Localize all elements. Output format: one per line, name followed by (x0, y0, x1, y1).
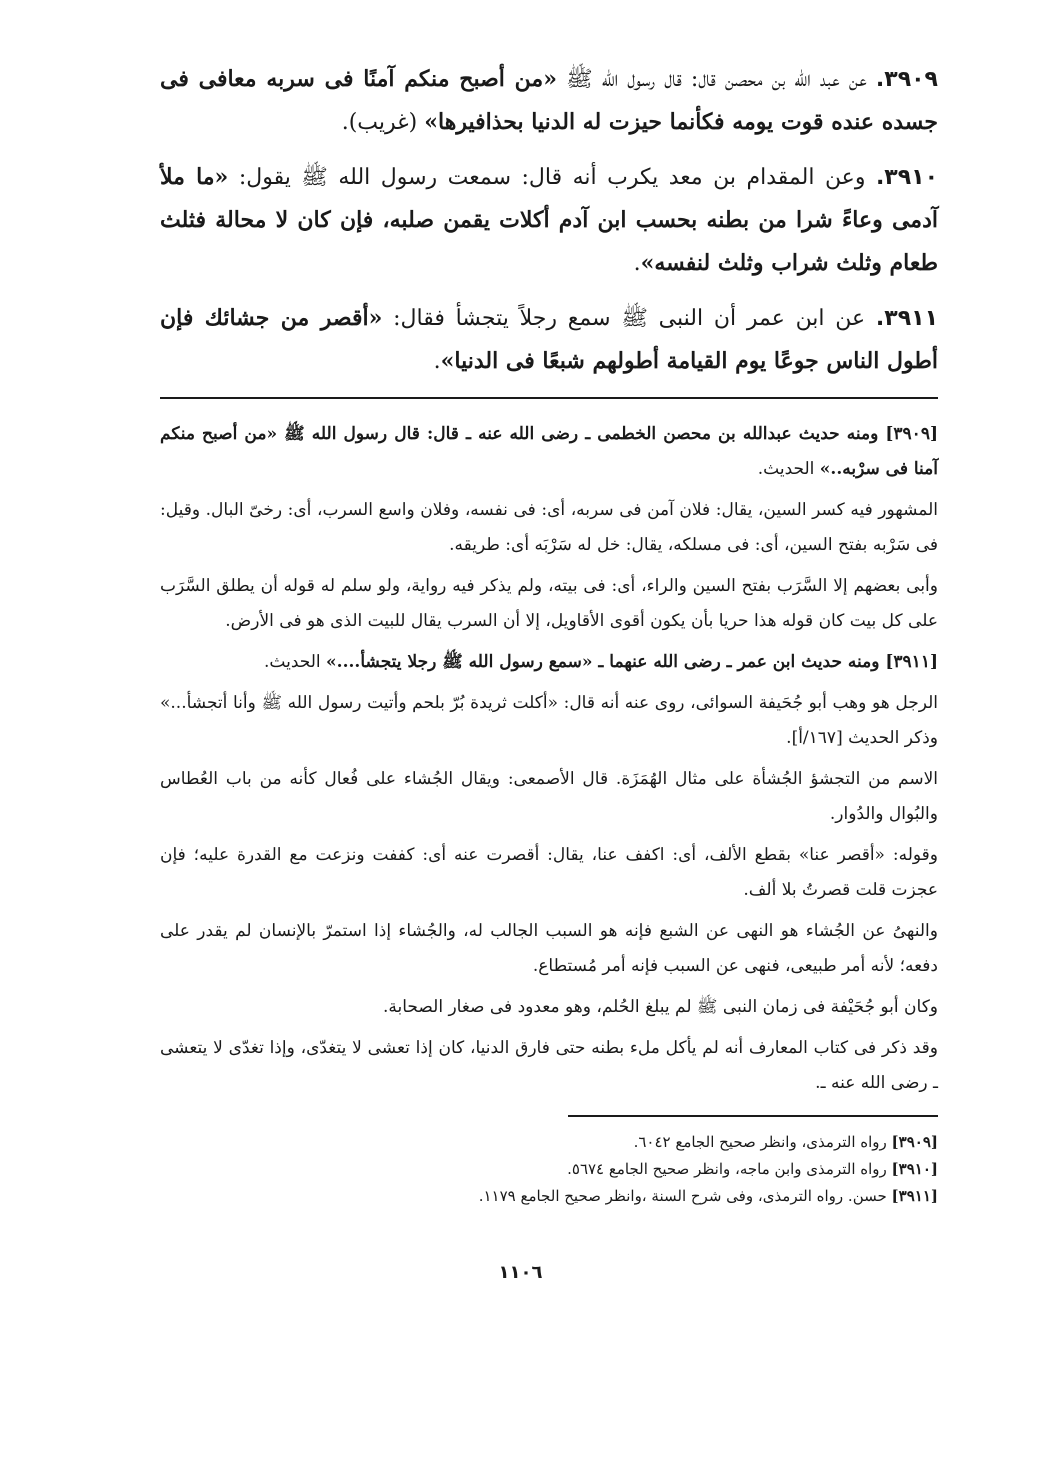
footnote (160, 1129, 938, 1156)
commentary-text: الحديث. (757, 459, 820, 479)
hadith-3909 (160, 58, 938, 144)
commentary-paragraph (160, 990, 938, 1025)
commentary-paragraph (160, 1031, 938, 1101)
hadith-number: ٣٩١٠. (875, 165, 939, 190)
commentary-text: وقوله: «أقصر عنا» بقطع الألف، أى: اكفف عنا، يقال: أقصرت عنه أى: كففت ونزعت مع القدرة عليه؛ فإن عجزت قلت قصرتُ بلا ألف. (160, 845, 938, 900)
footnotes-section (160, 1129, 938, 1210)
footnote-ref: [٣٩٠٩] (891, 1133, 938, 1151)
page-number: ١١٠٦ (498, 1262, 543, 1283)
commentary-section (160, 417, 938, 1101)
commentary-paragraph (160, 493, 938, 563)
commentary-paragraph (160, 686, 938, 756)
commentary-text: المشهور فيه كسر السين، يقال: فلان آمن فى سربه، أى: فى نفسه، وفلان واسع السرب، أى: رخىّ البال. وقيل: فى سَرْبه بفتح السين، أى: فى مسلكه، يقال: خل له سَرْبَه أى: طريقه. (160, 500, 938, 555)
commentary-text: الحديث. (264, 652, 327, 672)
commentary-text: الرجل هو وهب أبو جُحَيفة السوائى، روى عنه أنه قال: «أكلت ثريدة بُرّ بلحم وأتيت رسول الله ﷺ وأنا أتجشأ...» وذكر الحديث [١٦٧/أ]. (160, 693, 938, 748)
hadith-grade: . (433, 349, 441, 374)
section-divider (160, 397, 938, 399)
hadith-intro: وعن المقدام بن معد يكرب أنه قال: سمعت رسول الله ﷺ يقول: (238, 165, 866, 190)
hadith-quote: «أقصر من جشائك فإن أطول الناس جوعًا يوم القيامة أطولهم شبعًا فى الدنيا» (160, 305, 938, 374)
commentary-heading: [٣٩١١] ومنه حديث ابن عمر ـ رضى الله عنهما ـ «سمع رسول الله ﷺ رجلا يتجشأ....» (326, 652, 938, 672)
page-content (160, 58, 938, 1210)
commentary-text: وأبى بعضهم إلا السَّرَب بفتح السين والراء، أى: فى بيته، ولم يذكر فيه رواية، ولو سلم له قوله أن يطلق السَّرَب على كل بيت كان قوله هذا حريا بأن يكون أقوى الأقاويل، إلا أن السرب يقال للبيت الذى هو فى الأرض. (160, 576, 938, 631)
commentary-text: وكان أبو جُحَيْفة فى زمان النبى ﷺ لم يبلغ الحُلم، وهو معدود فى صغار الصحابة. (383, 997, 938, 1017)
footnote-ref: [٣٩١١] (891, 1187, 938, 1205)
footnote-text: حسن. رواه الترمذى، وفى شرح السنة ،وانظر صحيح الجامع ١١٧٩. (478, 1187, 892, 1205)
hadith-3911 (160, 297, 938, 383)
commentary-paragraph (160, 569, 938, 639)
commentary-text: وقد ذكر فى كتاب المعارف أنه لم يأكل ملء بطنه حتى فارق الدنيا، كان إذا تعشى لا يتغدّى، وإذا تغدّى لا يتعشى ـ رضى الله عنه ـ. (160, 1038, 938, 1093)
hadith-number: ٣٩١١. (875, 306, 938, 331)
footnote-ref: [٣٩١٠] (891, 1160, 938, 1178)
footnote-divider (568, 1115, 938, 1117)
footnote-text: رواه الترمذى، وانظر صحيح الجامع ٦٠٤٢. (633, 1133, 892, 1151)
hadith-number: ٣٩٠٩. (875, 67, 938, 92)
commentary-paragraph (160, 838, 938, 908)
commentary-paragraph (160, 417, 938, 487)
hadith-quote: «من أصبح منكم آمنًا فى سربه معافى فى جسده عنده قوت يومه فكأنما حيزت له الدنيا بحذافيرها» (160, 66, 938, 135)
commentary-text: والنهىُ عن الجُشاء هو النهى عن الشبع فإنه هو السبب الجالب له، والجُشاء إذا استمرّ بالإنسان لم يقدر على دفعه؛ لأنه أمر طبيعى، فنهى عن السبب فإنه أمر مُستطاع. (160, 921, 938, 976)
commentary-heading: [٣٩٠٩] ومنه حديث عبدالله بن محصن الخطمى ـ رضى الله عنه ـ قال: قال رسول الله ﷺ «من أصبح منكم آمنا فى سرْبه..» (160, 424, 938, 479)
commentary-paragraph (160, 645, 938, 680)
hadith-intro: عن عبد الله بن محصن قال: قال رسول الله ﷺ (566, 67, 867, 92)
hadith-intro: عن ابن عمر أن النبى ﷺ سمع رجلاً يتجشأ فقال: (393, 306, 866, 331)
footnote (160, 1183, 938, 1210)
hadith-grade: . (633, 251, 641, 276)
commentary-paragraph (160, 762, 938, 832)
hadith-3910 (160, 156, 938, 285)
hadith-section (160, 58, 938, 383)
commentary-paragraph (160, 914, 938, 984)
hadith-grade: (غريب). (341, 110, 418, 135)
footnote-text: رواه الترمذى وابن ماجه، وانظر صحيح الجامع ٥٦٧٤. (567, 1160, 892, 1178)
commentary-text: الاسم من التجشؤ الجُشأة على مثال الهُمَزَة. قال الأصمعى: ويقال الجُشاء على فُعال كأنه من باب العُطاس والبُوال والدُوار. (160, 769, 938, 824)
footnote (160, 1156, 938, 1183)
hadith-quote: «ما ملأ آدمى وعاءً شرا من بطنه بحسب ابن آدم أكلات يقمن صلبه، فإن كان لا محالة فثلث طعام وثلث شراب وثلث لنفسه» (160, 164, 938, 276)
